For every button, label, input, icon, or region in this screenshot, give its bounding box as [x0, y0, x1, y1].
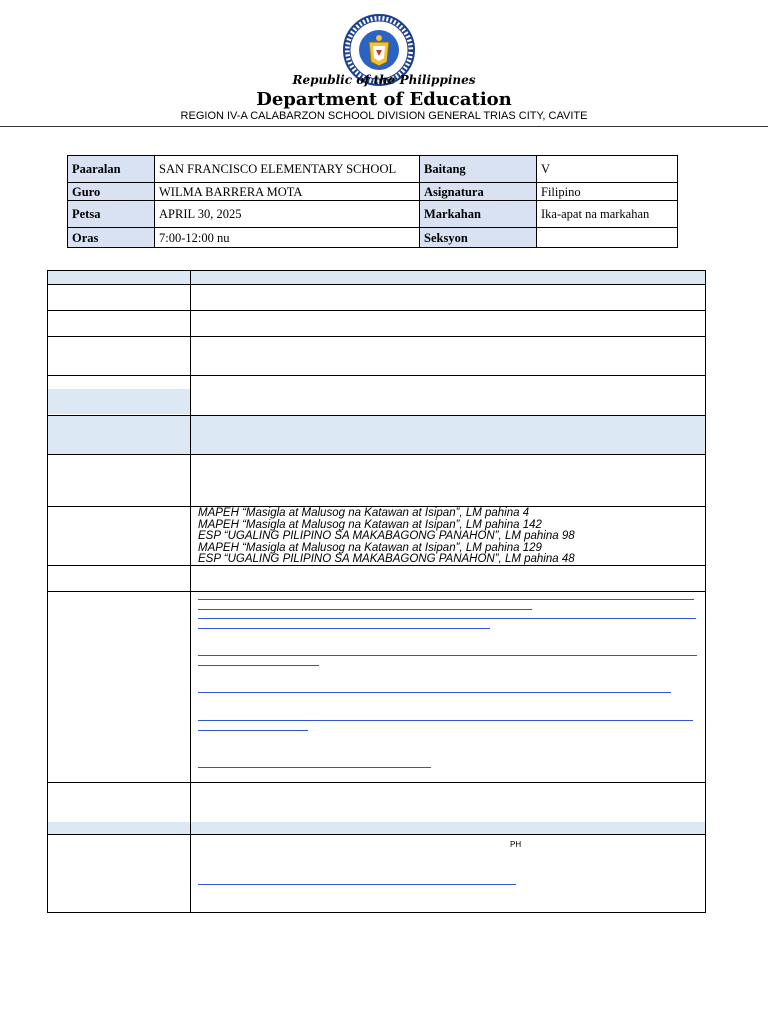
hyperlink[interactable] — [198, 692, 671, 693]
petsa-label: Petsa — [68, 201, 155, 228]
baitang-label: Baitang — [420, 156, 537, 183]
grid-row-line — [47, 782, 706, 783]
info-table — [67, 155, 678, 248]
hyperlink[interactable] — [198, 665, 319, 666]
petsa-value: APRIL 30, 2025 — [155, 201, 420, 228]
department-title: Department of Education — [256, 89, 512, 110]
resource-line: MAPEH “Masigla at Malusog na Katawan at Isipan”, LM pahina 129 — [198, 542, 542, 554]
hyperlink[interactable] — [198, 730, 308, 731]
markahan-label: Markahan — [420, 201, 537, 228]
hyperlink[interactable] — [198, 767, 431, 768]
grid-row-line — [47, 454, 706, 455]
guro-value: WILMA BARRERA MOTA — [155, 183, 420, 201]
grid-row-line — [47, 310, 706, 311]
grid-row-line — [47, 336, 706, 337]
asignatura-value: Filipino — [537, 183, 678, 201]
seksyon-value — [537, 228, 678, 248]
hyperlink[interactable] — [198, 599, 694, 600]
ph-note: PH — [510, 840, 522, 849]
oras-label: Oras — [68, 228, 155, 248]
paaralan-label: Paaralan — [68, 156, 155, 183]
grid-row-line — [47, 834, 706, 835]
resource-line: MAPEH “Masigla at Malusog na Katawan at Isipan”, LM pahina 4 — [198, 507, 530, 519]
markahan-value: Ika-apat na markahan — [537, 201, 678, 228]
grid-row-line — [47, 565, 706, 566]
hyperlink[interactable] — [198, 618, 696, 619]
grid-row-line — [47, 284, 706, 285]
baitang-value: V — [537, 156, 678, 183]
oras-value: 7:00-12:00 nu — [155, 228, 420, 248]
resource-line: ESP “UGALING PILIPINO SA MAKABAGONG PANAHON”, LM pahina 48 — [198, 553, 575, 565]
hyperlink[interactable] — [198, 628, 490, 629]
header-divider — [0, 126, 768, 127]
grid-row-line — [47, 415, 706, 416]
resource-line: ESP “UGALING PILIPINO SA MAKABAGONG PANAHON”, LM pahina 98 — [198, 530, 575, 542]
guro-label: Guro — [68, 183, 155, 201]
hyperlink[interactable] — [198, 884, 516, 885]
resource-line: MAPEH “Masigla at Malusog na Katawan at Isipan”, LM pahina 142 — [198, 519, 542, 531]
hyperlink[interactable] — [198, 720, 693, 721]
paaralan-value: SAN FRANCISCO ELEMENTARY SCHOOL — [155, 156, 420, 183]
grid-row-line — [47, 375, 706, 376]
republic-title: Republic of the Philippines — [292, 73, 476, 87]
asignatura-label: Asignatura — [420, 183, 537, 201]
hyperlink[interactable] — [198, 609, 532, 610]
region-line: REGION IV-A CALABARZON SCHOOL DIVISION GENERAL TRIAS CITY, CAVITE — [180, 110, 588, 122]
hyperlink[interactable] — [198, 655, 697, 656]
seksyon-label: Seksyon — [420, 228, 537, 248]
grid-row-line — [47, 591, 706, 592]
